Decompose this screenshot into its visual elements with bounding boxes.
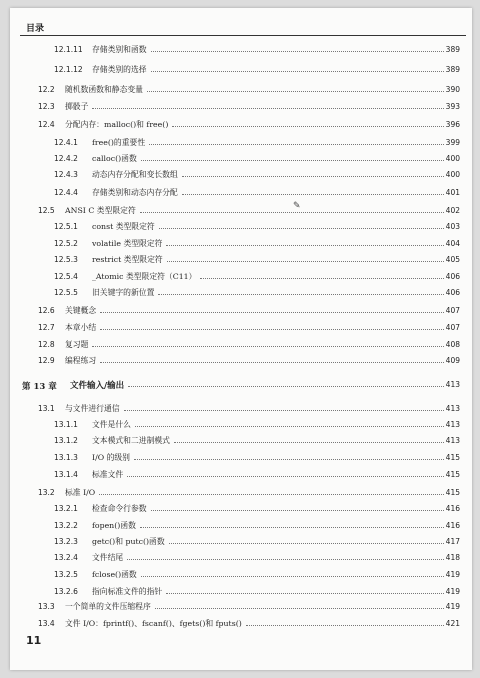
toc-entry-page: 415 <box>445 470 460 479</box>
dot-leader <box>151 51 446 52</box>
dot-leader <box>174 442 446 443</box>
toc-entry-title: 复习题 <box>65 340 89 349</box>
toc-entry-number: 13.2.3 <box>54 537 78 546</box>
toc-entry-page: 399 <box>445 138 460 147</box>
toc-entry <box>10 418 472 432</box>
toc-entry-title: 文件是什么 <box>92 420 131 429</box>
toc-entry <box>10 551 472 565</box>
toc-entry <box>10 502 472 516</box>
toc-entry-title: 旧关键字的新位置 <box>92 288 155 297</box>
toc-entry <box>10 253 472 267</box>
toc-entry-title: 存储类别和函数 <box>92 45 147 54</box>
toc-entry-page: 406 <box>445 272 460 281</box>
toc-entry-page: 389 <box>445 45 460 54</box>
toc-entry-number: 12.3 <box>38 102 55 111</box>
toc-entry <box>10 338 472 352</box>
dot-leader <box>100 312 446 313</box>
dot-leader <box>128 386 446 387</box>
toc-entry-number: 12.1.11 <box>54 45 83 54</box>
toc-entry-number: 12.2 <box>38 85 55 94</box>
toc-entry-number: 12.7 <box>38 323 55 332</box>
toc-entry <box>10 136 472 150</box>
toc-entry-number: 13.2.1 <box>54 504 78 513</box>
toc-entry-page: 402 <box>445 206 460 215</box>
toc-entry-number: 12.5 <box>38 206 55 215</box>
toc-entry-number: 12.1.12 <box>54 65 83 74</box>
dot-leader <box>127 476 446 477</box>
dot-leader <box>141 160 446 161</box>
toc-entry-title: restrict 类型限定符 <box>92 255 163 264</box>
toc-entry <box>10 186 472 200</box>
toc-entry <box>10 468 472 482</box>
dot-leader <box>166 593 446 594</box>
toc-entry-number: 12.4 <box>38 120 55 129</box>
toc-entry-number: 12.5.2 <box>54 239 78 248</box>
toc-entry-page: 405 <box>445 255 460 264</box>
toc-entry-page: 413 <box>445 436 460 445</box>
toc-entry-page: 406 <box>445 288 460 297</box>
dot-leader <box>135 426 446 427</box>
dot-leader <box>124 410 446 411</box>
toc-entry-title: 本章小结 <box>65 323 97 332</box>
dot-leader <box>140 212 446 213</box>
toc-entry-number: 13.1.4 <box>54 470 78 479</box>
toc-entry-title: getc()和 putc()函数 <box>92 537 165 546</box>
toc-entry <box>10 434 472 448</box>
toc-entry-title: 标准文件 <box>92 470 124 479</box>
toc-entry-page: 400 <box>445 170 460 179</box>
dot-leader <box>182 194 446 195</box>
toc-entry-title: 文本模式和二进制模式 <box>92 436 170 445</box>
toc-entry-title: 文件 I/O：fprintf()、fscanf()、fgets()和 fputs() <box>65 619 242 628</box>
toc-entry-page: 416 <box>445 521 460 530</box>
toc-entry <box>10 535 472 549</box>
toc-entry-number: 13.1.2 <box>54 436 78 445</box>
dot-leader <box>151 510 446 511</box>
toc-entry-number: 13.1.3 <box>54 453 78 462</box>
toc-entry-page: 407 <box>445 306 460 315</box>
toc-entry-number: 13.3 <box>38 602 55 611</box>
toc-entry <box>10 378 472 392</box>
toc-entry-number: 13.2 <box>38 488 55 497</box>
toc-entry-title: 与文件进行通信 <box>65 404 120 413</box>
dot-leader <box>246 625 446 626</box>
dot-leader <box>99 494 446 495</box>
toc-entry-title: 指向标准文件的指针 <box>92 587 163 596</box>
toc-entry-title: const 类型限定符 <box>92 222 155 231</box>
toc-entry-page: 416 <box>445 504 460 513</box>
toc-entry-number: 12.4.3 <box>54 170 78 179</box>
toc-entry <box>10 83 472 97</box>
toc-entry-page: 409 <box>445 356 460 365</box>
dot-leader <box>92 346 446 347</box>
toc-entry-title: fopen()函数 <box>92 521 136 530</box>
toc-entry <box>10 220 472 234</box>
toc-entry <box>10 451 472 465</box>
toc-entry-page: 400 <box>445 154 460 163</box>
toc-entry <box>10 168 472 182</box>
dot-leader <box>100 329 446 330</box>
toc-entry-title: 文件结尾 <box>92 553 124 562</box>
toc-entry-title: 存储类别的选择 <box>92 65 147 74</box>
toc-entry-title: 一个简单的文件压缩程序 <box>65 602 151 611</box>
dot-leader <box>127 559 446 560</box>
toc-entry-title: 文件输入/输出 <box>70 381 125 391</box>
toc-entry-number: 13.1 <box>38 404 55 413</box>
header-rule <box>20 35 466 36</box>
toc-entry-page: 417 <box>445 537 460 546</box>
toc-entry-title: 动态内存分配和变长数组 <box>92 170 178 179</box>
dot-leader <box>141 576 446 577</box>
toc-entry-page: 415 <box>445 453 460 462</box>
dot-leader <box>155 608 446 609</box>
toc-entry-number: 12.5.4 <box>54 272 78 281</box>
dot-leader <box>159 228 446 229</box>
toc-entry-number: 第 13 章 <box>22 382 57 392</box>
toc-entry-title: _Atomic 类型限定符（C11） <box>92 272 197 281</box>
toc-entry-number: 13.2.2 <box>54 521 78 530</box>
dot-leader <box>134 459 446 460</box>
toc-entry <box>10 100 472 114</box>
toc-entry-page: 396 <box>445 120 460 129</box>
toc-entry <box>10 354 472 368</box>
toc-entry-page: 415 <box>445 488 460 497</box>
toc-entry-page: 393 <box>445 102 460 111</box>
toc-entry-page: 407 <box>445 323 460 332</box>
toc-entry-title: 随机数函数和静态变量 <box>65 85 143 94</box>
toc-entry <box>10 321 472 335</box>
toc-entry-title: 分配内存：malloc()和 free() <box>65 120 169 129</box>
toc-entry-page: 413 <box>445 380 460 389</box>
toc-entry-number: 13.2.6 <box>54 587 78 596</box>
toc-entry-title: ANSI C 类型限定符 <box>65 206 136 215</box>
toc-entry-title: 存储类别和动态内存分配 <box>92 188 178 197</box>
toc-entry <box>10 304 472 318</box>
toc-entry-title: 掷骰子 <box>65 102 89 111</box>
document-page <box>10 8 472 670</box>
toc-entry <box>10 519 472 533</box>
toc-entry-number: 12.6 <box>38 306 55 315</box>
toc-entry-number: 12.4.4 <box>54 188 78 197</box>
toc-entry-title: 检查命令行参数 <box>92 504 147 513</box>
toc-entry-title: 标准 I/O <box>65 488 96 497</box>
dot-leader <box>140 527 446 528</box>
toc-entry-title: I/O 的级别 <box>92 453 130 462</box>
toc-entry <box>10 270 472 284</box>
toc-entry-page: 389 <box>445 65 460 74</box>
toc-entry <box>10 286 472 300</box>
toc-entry-number: 12.4.1 <box>54 138 78 147</box>
toc-entry <box>10 237 472 251</box>
dot-leader <box>172 126 446 127</box>
toc-entry-number: 13.2.4 <box>54 553 78 562</box>
toc-entry <box>10 43 472 57</box>
toc-entry-title: volatile 类型限定符 <box>92 239 163 248</box>
toc-entry-page: 418 <box>445 553 460 562</box>
toc-entry-page: 419 <box>445 587 460 596</box>
toc-entry-page: 408 <box>445 340 460 349</box>
toc-entry-page: 401 <box>445 188 460 197</box>
toc-entry-page: 403 <box>445 222 460 231</box>
toc-entry <box>10 118 472 132</box>
dot-leader <box>166 245 446 246</box>
toc-entry-page: 419 <box>445 602 460 611</box>
toc-entry-page: 413 <box>445 420 460 429</box>
toc-entry-title: fclose()函数 <box>92 570 137 579</box>
toc-entry-page: 390 <box>445 85 460 94</box>
toc-entry-number: 12.8 <box>38 340 55 349</box>
toc-entry <box>10 204 472 218</box>
toc-entry-number: 12.9 <box>38 356 55 365</box>
dot-leader <box>100 362 446 363</box>
running-header: 目录 <box>26 24 45 34</box>
toc-entry-page: 404 <box>445 239 460 248</box>
toc-entry <box>10 63 472 77</box>
dot-leader <box>167 261 446 262</box>
toc-entry <box>10 486 472 500</box>
toc-entry-title: calloc()函数 <box>92 154 137 163</box>
toc-entry <box>10 585 472 599</box>
dot-leader <box>169 543 446 544</box>
toc-entry-number: 13.1.1 <box>54 420 78 429</box>
toc-entry-page: 421 <box>445 619 460 628</box>
toc-entry-number: 13.4 <box>38 619 55 628</box>
toc-entry-title: 关键概念 <box>65 306 97 315</box>
toc-entry-number: 12.5.3 <box>54 255 78 264</box>
dot-leader <box>149 144 446 145</box>
toc-entry-number: 12.5.5 <box>54 288 78 297</box>
toc-entry-title: 编程练习 <box>65 356 97 365</box>
dot-leader <box>92 108 446 109</box>
dot-leader <box>182 176 446 177</box>
dot-leader <box>147 91 446 92</box>
toc-entry-number: 12.4.2 <box>54 154 78 163</box>
footer-page-number: 11 <box>26 634 42 647</box>
toc-entry-title: free()的重要性 <box>92 138 146 147</box>
toc-entry-number: 13.2.5 <box>54 570 78 579</box>
cursor-mark-icon: ✎ <box>293 201 301 211</box>
toc-entry-page: 413 <box>445 404 460 413</box>
toc-entry <box>10 402 472 416</box>
toc-entry <box>10 568 472 582</box>
dot-leader <box>151 71 446 72</box>
toc-entry-number: 12.5.1 <box>54 222 78 231</box>
toc-entry <box>10 152 472 166</box>
dot-leader <box>200 278 446 279</box>
dot-leader <box>158 294 446 295</box>
toc-entry <box>10 617 472 631</box>
toc-entry <box>10 600 472 614</box>
toc-entry-page: 419 <box>445 570 460 579</box>
